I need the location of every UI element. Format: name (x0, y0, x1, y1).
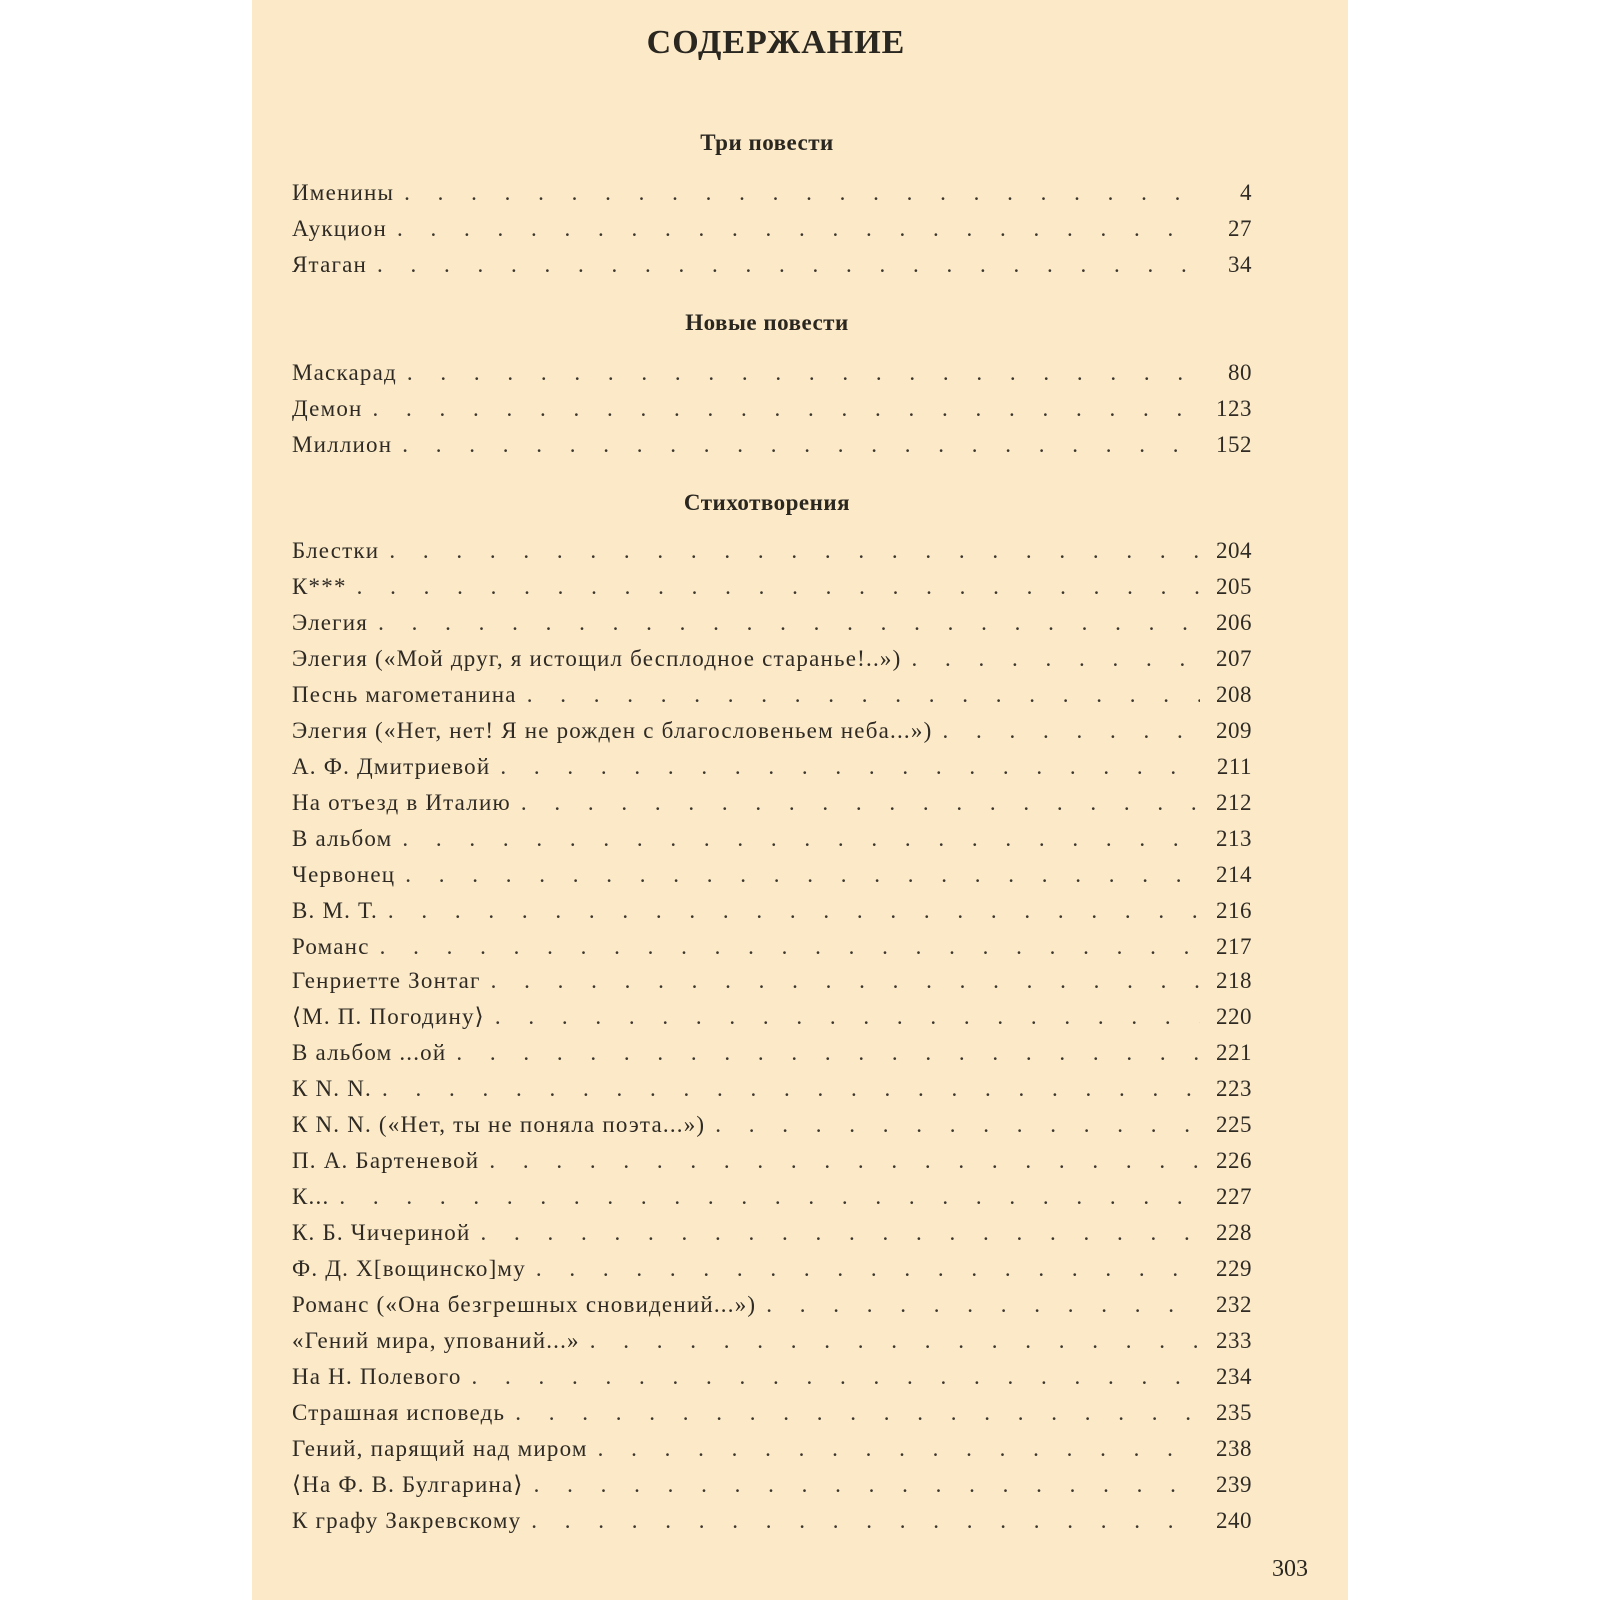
dot-leader (378, 610, 1200, 636)
entry-page: 212 (1216, 790, 1252, 815)
toc-entry (292, 216, 1252, 250)
entry-page: 217 (1216, 934, 1252, 959)
entry-page: 225 (1216, 1112, 1252, 1137)
toc-entry (292, 1472, 1252, 1506)
dot-leader (534, 1472, 1200, 1498)
dot-leader (521, 790, 1200, 816)
entry-page: 232 (1216, 1292, 1252, 1317)
dot-leader (531, 1508, 1200, 1534)
entry-page: 152 (1216, 432, 1252, 457)
dot-leader (382, 1076, 1200, 1102)
entry-page: 211 (1216, 754, 1252, 779)
toc-entry (292, 1400, 1252, 1434)
entry-title: На отъезд в Италию (292, 790, 511, 815)
dot-leader (407, 360, 1200, 386)
dot-leader (339, 1184, 1200, 1210)
entry-title: На Н. Полевого (292, 1364, 462, 1389)
toc-entry (292, 1292, 1252, 1326)
toc-entry (292, 610, 1252, 644)
entry-title: ⟨М. П. Погодину⟩ (292, 1004, 485, 1029)
entry-title: Гений, парящий над миром (292, 1436, 588, 1461)
entry-page: 123 (1216, 396, 1252, 421)
toc-entry (292, 682, 1252, 716)
entry-page: 223 (1216, 1076, 1252, 1101)
dot-leader (357, 574, 1200, 600)
toc-entry (292, 1112, 1252, 1146)
entry-page: 233 (1216, 1328, 1252, 1353)
toc-entry (292, 862, 1252, 896)
dot-leader (489, 1148, 1200, 1174)
toc-entry (292, 1508, 1252, 1542)
toc-entry (292, 898, 1252, 932)
entry-page: 206 (1216, 610, 1252, 635)
dot-leader (388, 898, 1200, 924)
entry-title: «Гений мира, упований...» (292, 1328, 580, 1353)
dot-leader (536, 1256, 1200, 1282)
entry-title: Генриетте Зонтаг (292, 968, 481, 993)
dot-leader (389, 538, 1200, 564)
dot-leader (377, 252, 1200, 278)
entry-title: Червонец (292, 862, 396, 887)
section-heading: Новые повести (685, 310, 849, 335)
entry-title: Страшная исповедь (292, 1400, 506, 1425)
entry-title: Элегия («Мой друг, я истощил бесплодное старанье!..») (292, 646, 902, 671)
dot-leader (402, 432, 1200, 458)
entry-title: Демон (292, 396, 363, 421)
toc-entry (292, 1040, 1252, 1074)
entry-page: 235 (1216, 1400, 1252, 1425)
entry-page: 221 (1216, 1040, 1252, 1065)
entry-page: 207 (1216, 646, 1252, 671)
toc-entry (292, 432, 1252, 466)
entry-title: ⟨На Ф. В. Булгарина⟩ (292, 1472, 524, 1497)
entry-page: 208 (1216, 682, 1252, 707)
entry-title: Миллион (292, 432, 393, 457)
toc-entry (292, 1148, 1252, 1182)
toc-entry (292, 968, 1252, 1002)
entry-title: К... (292, 1184, 330, 1209)
toc-entry (292, 396, 1252, 430)
toc-entry (292, 1328, 1252, 1362)
toc-entry (292, 826, 1252, 860)
entry-page: 213 (1216, 826, 1252, 851)
dot-leader (472, 1364, 1200, 1390)
entry-title: К N. N. (292, 1076, 372, 1101)
entry-title: В альбом ...ой (292, 1040, 447, 1065)
entry-page: 227 (1216, 1184, 1252, 1209)
entry-title: Романс (292, 934, 370, 959)
dot-leader (942, 718, 1200, 744)
dot-leader (766, 1292, 1200, 1318)
toc-entry (292, 1436, 1252, 1470)
dot-leader (405, 862, 1200, 888)
entry-page: 4 (1240, 180, 1252, 205)
page-title: СОДЕРЖАНИЕ (646, 24, 906, 61)
toc-entry (292, 252, 1252, 286)
toc-entry (292, 646, 1252, 680)
section-heading: Три повести (700, 130, 834, 155)
toc-entry (292, 934, 1252, 968)
entry-title: Аукцион (292, 216, 387, 241)
entry-title: Маскарад (292, 360, 397, 385)
entry-title: Ятаган (292, 252, 368, 277)
entry-page: 204 (1216, 538, 1252, 563)
dot-leader (397, 216, 1200, 242)
dot-leader (491, 968, 1200, 994)
toc-entry (292, 360, 1252, 394)
entry-page: 228 (1216, 1220, 1252, 1245)
toc-entry (292, 574, 1252, 608)
entry-title: Песнь магометанина (292, 682, 517, 707)
dot-leader (380, 934, 1200, 960)
entry-page: 226 (1216, 1148, 1252, 1173)
entry-page: 214 (1216, 862, 1252, 887)
entry-title: К*** (292, 574, 347, 599)
dot-leader (590, 1328, 1200, 1354)
entry-title: Ф. Д. Х[вощинско]му (292, 1256, 526, 1281)
entry-page: 218 (1216, 968, 1252, 993)
dot-leader (481, 1220, 1200, 1246)
dot-leader (373, 396, 1200, 422)
entry-page: 229 (1216, 1256, 1252, 1281)
toc-entry (292, 1364, 1252, 1398)
toc-entry (292, 1184, 1252, 1218)
dot-leader (598, 1436, 1200, 1462)
entry-title: В. М. Т. (292, 898, 378, 923)
entry-title: Элегия (292, 610, 369, 635)
dot-leader (911, 646, 1200, 672)
entry-title: Именины (292, 180, 395, 205)
page-number: 303 (1272, 1556, 1308, 1582)
toc-entry (292, 1076, 1252, 1110)
entry-page: 220 (1216, 1004, 1252, 1029)
entry-title: Элегия («Нет, нет! Я не рожден с благословеньем неба...») (292, 718, 933, 743)
dot-leader (495, 1004, 1200, 1030)
entry-page: 240 (1216, 1508, 1252, 1533)
toc-entry (292, 1004, 1252, 1038)
entry-page: 209 (1216, 718, 1252, 743)
entry-title: К графу Закревскому (292, 1508, 522, 1533)
entry-title: Блестки (292, 538, 380, 563)
dot-leader (515, 1400, 1200, 1426)
entry-page: 216 (1216, 898, 1252, 923)
entry-page: 238 (1216, 1436, 1252, 1461)
book-page (252, 0, 1348, 1600)
toc-entry (292, 538, 1252, 572)
entry-title: В альбом (292, 826, 393, 851)
entry-page: 239 (1216, 1472, 1252, 1497)
dot-leader (715, 1112, 1200, 1138)
dot-leader (404, 180, 1200, 206)
dot-leader (402, 826, 1200, 852)
entry-title: К N. N. («Нет, ты не поняла поэта...») (292, 1112, 706, 1137)
entry-title: К. Б. Чичериной (292, 1220, 471, 1245)
entry-title: А. Ф. Дмитриевой (292, 754, 491, 779)
dot-leader (456, 1040, 1200, 1066)
entry-title: Романс («Она безгрешных сновидений...») (292, 1292, 757, 1317)
toc-entry (292, 754, 1252, 788)
entry-title: П. А. Бартеневой (292, 1148, 480, 1173)
toc-entry (292, 718, 1252, 752)
toc-entry (292, 790, 1252, 824)
dot-leader (527, 682, 1200, 708)
toc-entry (292, 1220, 1252, 1254)
entry-page: 80 (1228, 360, 1252, 385)
entry-page: 27 (1228, 216, 1252, 241)
entry-page: 34 (1228, 252, 1252, 277)
dot-leader (500, 754, 1200, 780)
entry-page: 234 (1216, 1364, 1252, 1389)
toc-entry (292, 1256, 1252, 1290)
section-heading: Стихотворения (683, 490, 851, 515)
entry-page: 205 (1216, 574, 1252, 599)
toc-entry (292, 180, 1252, 214)
